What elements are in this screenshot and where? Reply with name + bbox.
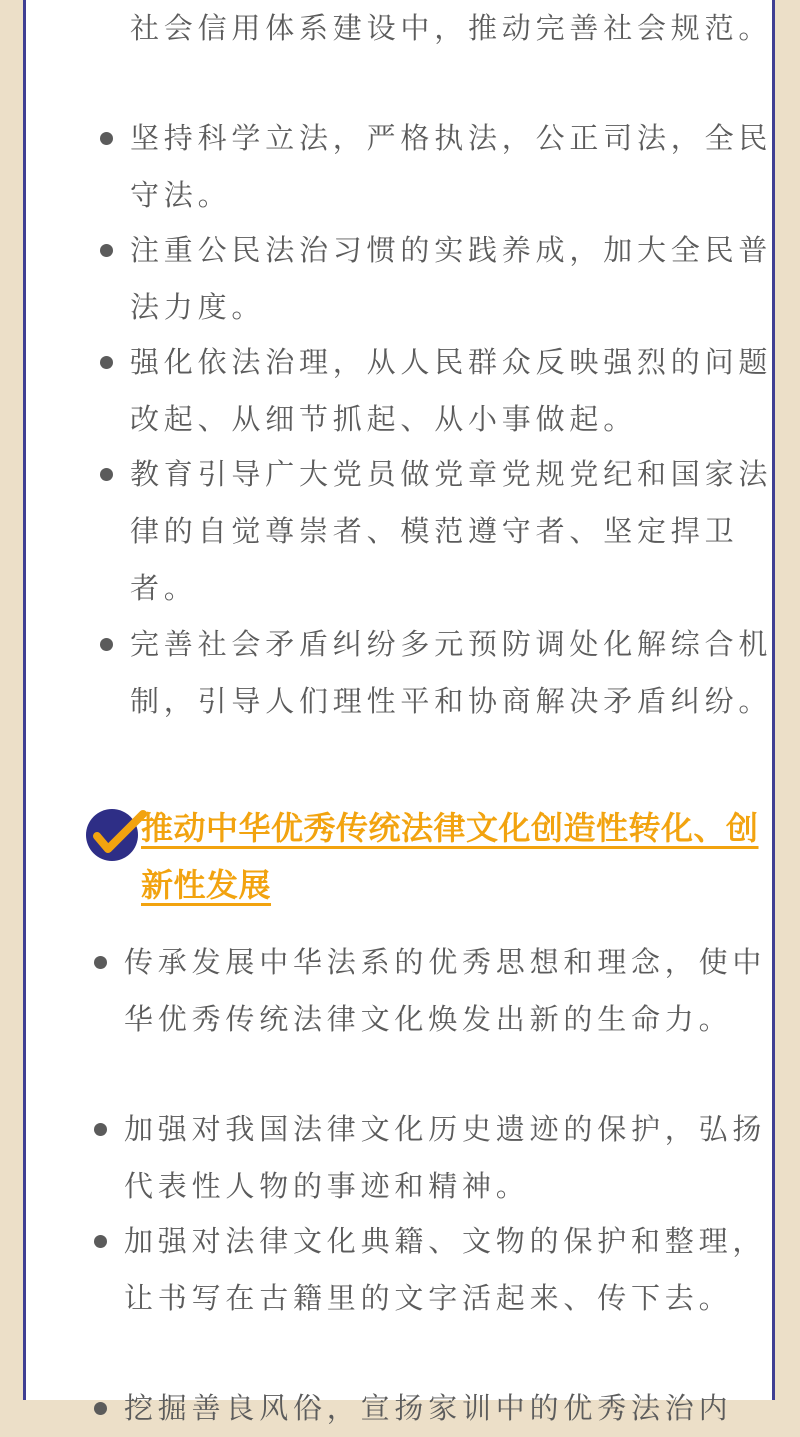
list-item-text: 注重公民法治习惯的实践养成，加大全民普法力度。 [130, 233, 773, 324]
section-heading: 推动中华优秀传统法律文化创造性转化、创新性发展 [141, 809, 759, 904]
list-item [130, 446, 778, 617]
list-item [130, 0, 778, 57]
bullet-icon [94, 1402, 107, 1415]
list-item [124, 1213, 778, 1327]
bullet-icon [94, 956, 107, 969]
list-item [124, 1380, 778, 1437]
list-item-text: 完善社会矛盾纠纷多元预防调处化解综合机制，引导人们理性平和协商解决矛盾纠纷。 [130, 627, 773, 718]
list-item-text: 教育引导广大党员做党章党规党纪和国家法律的自觉尊崇者、模范遵守者、坚定捍卫者。 [130, 457, 773, 605]
list-item [130, 110, 778, 224]
bullet-icon [100, 468, 113, 481]
list-item-text: 社会信用体系建设中，推动完善社会规范。 [130, 11, 773, 45]
list-item-text: 坚持科学立法，严格执法，公正司法，全民守法。 [130, 121, 773, 212]
bullet-icon [94, 1123, 107, 1136]
list-item-text: 挖掘善良风俗，宣扬家训中的优秀法治内 [124, 1391, 733, 1425]
list-item-text: 强化依法治理，从人民群众反映强烈的问题改起、从细节抓起、从小事做起。 [130, 345, 773, 436]
list-item [130, 222, 778, 336]
bullet-icon [100, 356, 113, 369]
bullet-icon [100, 638, 113, 651]
list-item [130, 334, 778, 448]
list-item-text: 加强对法律文化典籍、文物的保护和整理，让书写在古籍里的文字活起来、传下去。 [124, 1224, 767, 1315]
list-item [130, 616, 778, 730]
bullet-icon [100, 244, 113, 257]
check-icon [83, 808, 147, 862]
bullet-icon [94, 1235, 107, 1248]
list-item-text: 加强对我国法律文化历史遗迹的保护，弘扬代表性人物的事迹和精神。 [124, 1112, 767, 1203]
content-panel [23, 0, 775, 1425]
list-item-text: 传承发展中华法系的优秀思想和理念，使中华优秀传统法律文化焕发出新的生命力。 [124, 945, 767, 1036]
list-item [124, 934, 778, 1048]
bullet-icon [100, 132, 113, 145]
list-item [124, 1101, 778, 1215]
